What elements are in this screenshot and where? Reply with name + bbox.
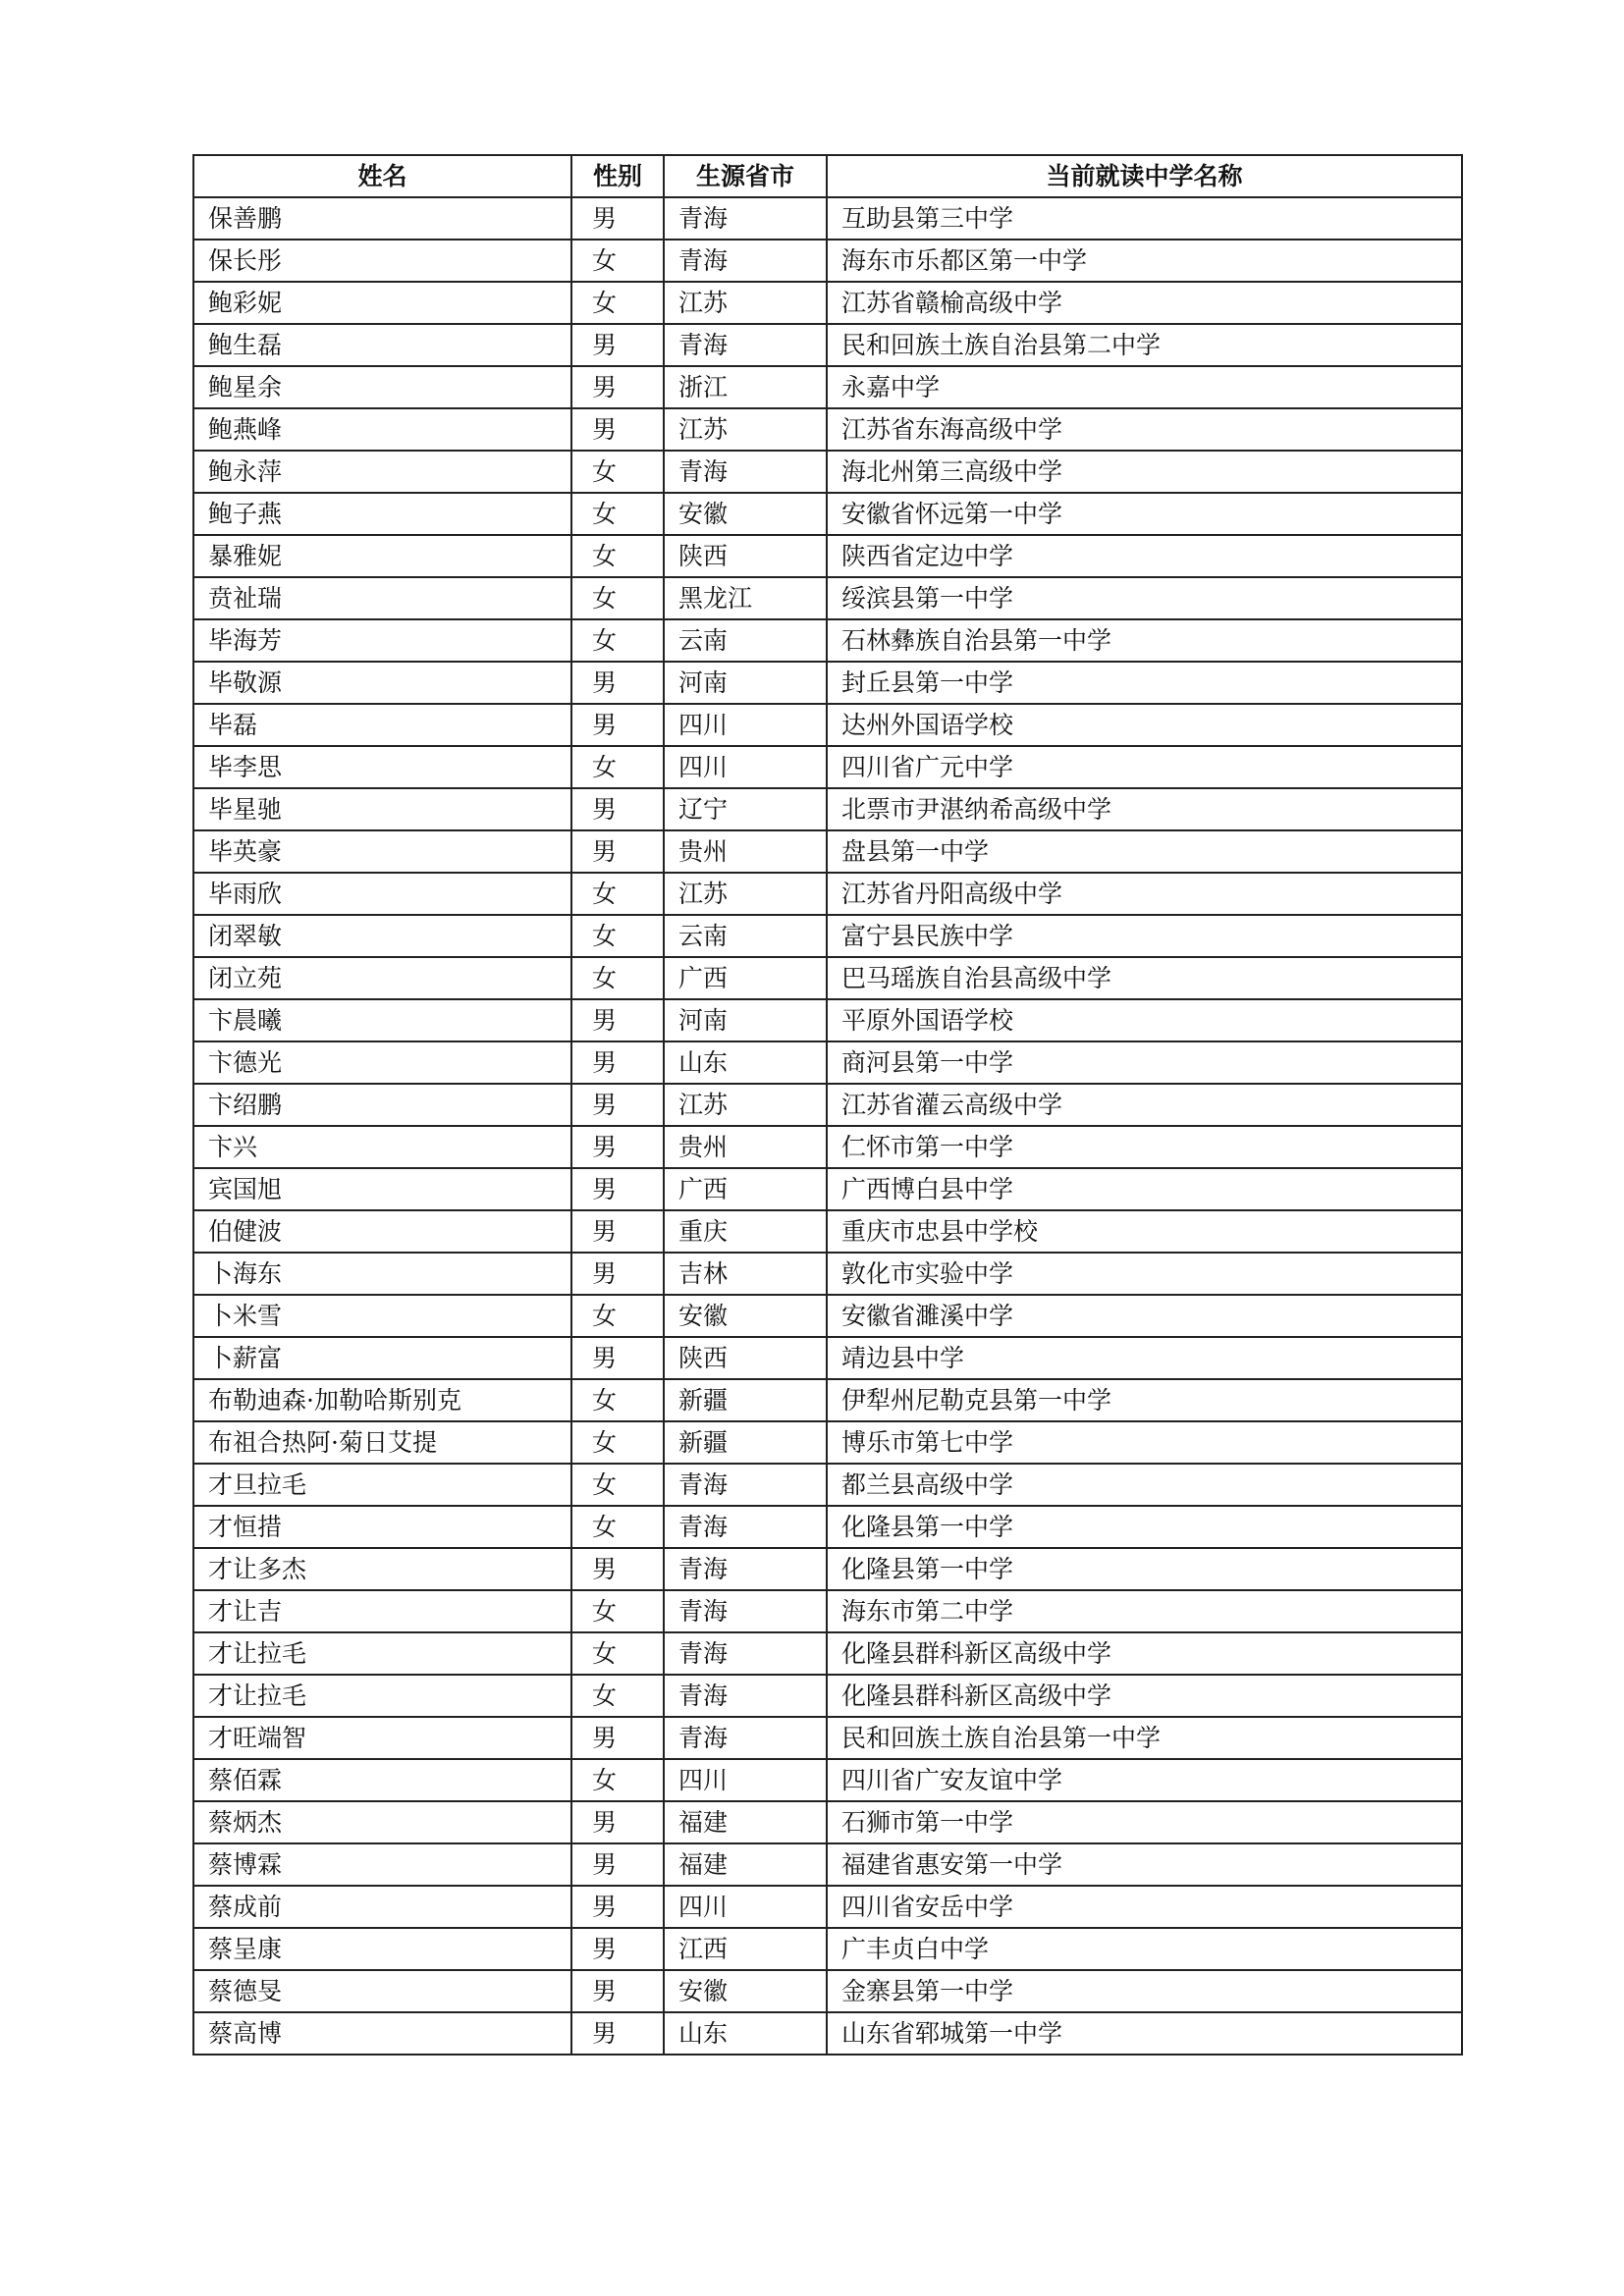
cell-name: 才旦拉毛 [193, 1464, 571, 1506]
cell-school: 靖边县中学 [827, 1337, 1462, 1379]
table-body [193, 197, 1462, 2055]
cell-name: 毕雨欣 [193, 873, 571, 915]
cell-school: 海东市第二中学 [827, 1590, 1462, 1632]
cell-province: 河南 [664, 999, 827, 1041]
cell-school: 四川省广元中学 [827, 746, 1462, 788]
cell-province: 黑龙江 [664, 577, 827, 619]
cell-name: 蔡炳杰 [193, 1801, 571, 1843]
table-row [193, 1379, 1462, 1421]
table-row [193, 830, 1462, 873]
cell-province: 青海 [664, 197, 827, 240]
table-row [193, 282, 1462, 324]
table-row [193, 1168, 1462, 1210]
cell-name: 伯健波 [193, 1210, 571, 1253]
cell-province: 青海 [664, 1548, 827, 1590]
cell-gender: 男 [571, 1843, 664, 1886]
cell-gender: 女 [571, 1421, 664, 1464]
cell-province: 青海 [664, 324, 827, 366]
cell-name: 闭翠敏 [193, 915, 571, 957]
cell-province: 浙江 [664, 366, 827, 408]
cell-name: 卜米雪 [193, 1295, 571, 1337]
cell-province: 陕西 [664, 1337, 827, 1379]
table-row [193, 1717, 1462, 1759]
cell-name: 蔡高博 [193, 2012, 571, 2055]
cell-province: 贵州 [664, 830, 827, 873]
cell-name: 保善鹏 [193, 197, 571, 240]
cell-school: 北票市尹湛纳希高级中学 [827, 788, 1462, 830]
table-row [193, 1421, 1462, 1464]
cell-gender: 男 [571, 197, 664, 240]
cell-province: 河南 [664, 662, 827, 704]
cell-school: 重庆市忠县中学校 [827, 1210, 1462, 1253]
cell-gender: 男 [571, 2012, 664, 2055]
cell-school: 平原外国语学校 [827, 999, 1462, 1041]
cell-province: 云南 [664, 619, 827, 662]
cell-name: 卜海东 [193, 1253, 571, 1295]
table-row [193, 957, 1462, 999]
table-row [193, 408, 1462, 451]
header-school: 当前就读中学名称 [827, 155, 1462, 197]
cell-gender: 男 [571, 1041, 664, 1084]
table-row [193, 1675, 1462, 1717]
cell-school: 石林彝族自治县第一中学 [827, 619, 1462, 662]
cell-school: 江苏省赣榆高级中学 [827, 282, 1462, 324]
cell-name: 蔡佰霖 [193, 1759, 571, 1801]
cell-name: 才让多杰 [193, 1548, 571, 1590]
cell-province: 四川 [664, 1886, 827, 1928]
table-row [193, 451, 1462, 493]
cell-gender: 女 [571, 1379, 664, 1421]
cell-name: 鲍彩妮 [193, 282, 571, 324]
cell-province: 安徽 [664, 493, 827, 535]
table-row [193, 1759, 1462, 1801]
table-row [193, 240, 1462, 282]
cell-name: 毕磊 [193, 704, 571, 746]
cell-province: 新疆 [664, 1379, 827, 1421]
cell-school: 江苏省东海高级中学 [827, 408, 1462, 451]
cell-school: 永嘉中学 [827, 366, 1462, 408]
student-roster-table [192, 154, 1463, 2056]
header-gender: 性别 [571, 155, 664, 197]
cell-name: 毕海芳 [193, 619, 571, 662]
table-row [193, 324, 1462, 366]
cell-name: 鲍星余 [193, 366, 571, 408]
cell-province: 福建 [664, 1801, 827, 1843]
cell-province: 江苏 [664, 1084, 827, 1126]
cell-gender: 女 [571, 493, 664, 535]
cell-gender: 女 [571, 746, 664, 788]
cell-gender: 男 [571, 324, 664, 366]
cell-name: 毕敬源 [193, 662, 571, 704]
cell-school: 山东省郓城第一中学 [827, 2012, 1462, 2055]
cell-province: 江苏 [664, 408, 827, 451]
cell-name: 毕星驰 [193, 788, 571, 830]
cell-name: 蔡博霖 [193, 1843, 571, 1886]
cell-school: 博乐市第七中学 [827, 1421, 1462, 1464]
cell-gender: 男 [571, 788, 664, 830]
table-row [193, 1928, 1462, 1970]
cell-school: 安徽省濉溪中学 [827, 1295, 1462, 1337]
cell-school: 达州外国语学校 [827, 704, 1462, 746]
cell-school: 金寨县第一中学 [827, 1970, 1462, 2012]
cell-school: 福建省惠安第一中学 [827, 1843, 1462, 1886]
cell-gender: 女 [571, 282, 664, 324]
cell-province: 福建 [664, 1843, 827, 1886]
cell-school: 广丰贞白中学 [827, 1928, 1462, 1970]
table-row [193, 1506, 1462, 1548]
cell-school: 海东市乐都区第一中学 [827, 240, 1462, 282]
cell-gender: 女 [571, 1632, 664, 1675]
cell-province: 山东 [664, 1041, 827, 1084]
cell-province: 辽宁 [664, 788, 827, 830]
cell-school: 仁怀市第一中学 [827, 1126, 1462, 1168]
cell-gender: 女 [571, 915, 664, 957]
cell-school: 四川省广安友谊中学 [827, 1759, 1462, 1801]
cell-province: 青海 [664, 1717, 827, 1759]
table-row [193, 1970, 1462, 2012]
cell-gender: 女 [571, 1590, 664, 1632]
table-row [193, 1041, 1462, 1084]
cell-school: 伊犁州尼勒克县第一中学 [827, 1379, 1462, 1421]
cell-province: 江西 [664, 1928, 827, 1970]
cell-gender: 男 [571, 1084, 664, 1126]
cell-school: 四川省安岳中学 [827, 1886, 1462, 1928]
cell-name: 贲祉瑞 [193, 577, 571, 619]
cell-name: 才旺端智 [193, 1717, 571, 1759]
table-row [193, 1464, 1462, 1506]
table-row [193, 1337, 1462, 1379]
cell-school: 敦化市实验中学 [827, 1253, 1462, 1295]
cell-province: 青海 [664, 240, 827, 282]
cell-gender: 男 [571, 1253, 664, 1295]
table-row [193, 1126, 1462, 1168]
cell-name: 鲍永萍 [193, 451, 571, 493]
cell-name: 毕英豪 [193, 830, 571, 873]
table-row [193, 746, 1462, 788]
cell-name: 卞绍鹏 [193, 1084, 571, 1126]
table-row [193, 197, 1462, 240]
table-row [193, 577, 1462, 619]
cell-school: 盘县第一中学 [827, 830, 1462, 873]
cell-school: 海北州第三高级中学 [827, 451, 1462, 493]
cell-province: 青海 [664, 1675, 827, 1717]
cell-gender: 女 [571, 1506, 664, 1548]
cell-gender: 女 [571, 873, 664, 915]
cell-gender: 女 [571, 957, 664, 999]
cell-province: 安徽 [664, 1970, 827, 2012]
cell-name: 才让拉毛 [193, 1675, 571, 1717]
cell-gender: 女 [571, 1295, 664, 1337]
cell-province: 安徽 [664, 1295, 827, 1337]
cell-gender: 男 [571, 1168, 664, 1210]
cell-school: 商河县第一中学 [827, 1041, 1462, 1084]
cell-school: 富宁县民族中学 [827, 915, 1462, 957]
cell-name: 才让拉毛 [193, 1632, 571, 1675]
cell-gender: 男 [571, 1886, 664, 1928]
cell-gender: 男 [571, 1126, 664, 1168]
cell-gender: 男 [571, 1210, 664, 1253]
table-row [193, 493, 1462, 535]
cell-province: 青海 [664, 451, 827, 493]
cell-gender: 男 [571, 999, 664, 1041]
table-row [193, 1253, 1462, 1295]
cell-school: 化隆县群科新区高级中学 [827, 1675, 1462, 1717]
table-row [193, 662, 1462, 704]
table-row [193, 366, 1462, 408]
header-name: 姓名 [193, 155, 571, 197]
cell-school: 石狮市第一中学 [827, 1801, 1462, 1843]
cell-name: 鲍燕峰 [193, 408, 571, 451]
cell-school: 广西博白县中学 [827, 1168, 1462, 1210]
cell-name: 卞德光 [193, 1041, 571, 1084]
cell-province: 云南 [664, 915, 827, 957]
cell-name: 布祖合热阿·菊日艾提 [193, 1421, 571, 1464]
cell-province: 山东 [664, 2012, 827, 2055]
cell-school: 化隆县群科新区高级中学 [827, 1632, 1462, 1675]
cell-province: 四川 [664, 746, 827, 788]
cell-province: 青海 [664, 1632, 827, 1675]
cell-school: 化隆县第一中学 [827, 1548, 1462, 1590]
cell-gender: 男 [571, 1970, 664, 2012]
cell-province: 青海 [664, 1506, 827, 1548]
table-header [193, 155, 1462, 197]
cell-gender: 女 [571, 240, 664, 282]
cell-gender: 男 [571, 830, 664, 873]
cell-school: 绥滨县第一中学 [827, 577, 1462, 619]
cell-province: 吉林 [664, 1253, 827, 1295]
cell-gender: 男 [571, 1801, 664, 1843]
cell-gender: 女 [571, 1675, 664, 1717]
cell-province: 青海 [664, 1590, 827, 1632]
cell-gender: 男 [571, 1337, 664, 1379]
cell-province: 江苏 [664, 282, 827, 324]
cell-school: 陕西省定边中学 [827, 535, 1462, 577]
table-row [193, 1590, 1462, 1632]
header-province: 生源省市 [664, 155, 827, 197]
cell-name: 卜薪富 [193, 1337, 571, 1379]
table-row [193, 1210, 1462, 1253]
cell-province: 四川 [664, 704, 827, 746]
cell-school: 江苏省灌云高级中学 [827, 1084, 1462, 1126]
cell-gender: 男 [571, 1928, 664, 1970]
cell-province: 贵州 [664, 1126, 827, 1168]
table-row [193, 535, 1462, 577]
cell-name: 才让吉 [193, 1590, 571, 1632]
cell-gender: 女 [571, 1464, 664, 1506]
cell-school: 民和回族土族自治县第一中学 [827, 1717, 1462, 1759]
cell-name: 宾国旭 [193, 1168, 571, 1210]
table-row [193, 619, 1462, 662]
table-row [193, 788, 1462, 830]
cell-gender: 女 [571, 577, 664, 619]
cell-province: 广西 [664, 957, 827, 999]
cell-school: 巴马瑶族自治县高级中学 [827, 957, 1462, 999]
cell-school: 都兰县高级中学 [827, 1464, 1462, 1506]
table-row [193, 1548, 1462, 1590]
cell-province: 四川 [664, 1759, 827, 1801]
cell-gender: 女 [571, 619, 664, 662]
cell-name: 鲍生磊 [193, 324, 571, 366]
cell-province: 江苏 [664, 873, 827, 915]
cell-name: 保长彤 [193, 240, 571, 282]
cell-name: 暴雅妮 [193, 535, 571, 577]
table-row [193, 873, 1462, 915]
cell-name: 毕李思 [193, 746, 571, 788]
table-row [193, 1886, 1462, 1928]
table-row [193, 1843, 1462, 1886]
cell-name: 蔡德旻 [193, 1970, 571, 2012]
table-row [193, 1801, 1462, 1843]
cell-province: 陕西 [664, 535, 827, 577]
table-row [193, 1295, 1462, 1337]
cell-gender: 女 [571, 535, 664, 577]
cell-gender: 男 [571, 662, 664, 704]
table-row [193, 704, 1462, 746]
cell-name: 布勒迪森·加勒哈斯别克 [193, 1379, 571, 1421]
cell-name: 闭立苑 [193, 957, 571, 999]
cell-gender: 男 [571, 1717, 664, 1759]
cell-school: 封丘县第一中学 [827, 662, 1462, 704]
cell-school: 民和回族土族自治县第二中学 [827, 324, 1462, 366]
cell-gender: 男 [571, 366, 664, 408]
cell-province: 新疆 [664, 1421, 827, 1464]
cell-name: 蔡呈康 [193, 1928, 571, 1970]
cell-province: 广西 [664, 1168, 827, 1210]
cell-province: 青海 [664, 1464, 827, 1506]
cell-province: 重庆 [664, 1210, 827, 1253]
table-row [193, 999, 1462, 1041]
table-row [193, 1632, 1462, 1675]
header-row [193, 155, 1462, 197]
cell-gender: 女 [571, 1759, 664, 1801]
cell-school: 江苏省丹阳高级中学 [827, 873, 1462, 915]
cell-gender: 男 [571, 1548, 664, 1590]
cell-gender: 男 [571, 704, 664, 746]
table-row [193, 1084, 1462, 1126]
table-row [193, 915, 1462, 957]
cell-school: 安徽省怀远第一中学 [827, 493, 1462, 535]
cell-name: 卞兴 [193, 1126, 571, 1168]
cell-name: 蔡成前 [193, 1886, 571, 1928]
cell-gender: 女 [571, 451, 664, 493]
cell-name: 才恒措 [193, 1506, 571, 1548]
cell-gender: 男 [571, 408, 664, 451]
cell-school: 互助县第三中学 [827, 197, 1462, 240]
table-row [193, 2012, 1462, 2055]
cell-school: 化隆县第一中学 [827, 1506, 1462, 1548]
cell-name: 鲍子燕 [193, 493, 571, 535]
cell-name: 卞晨曦 [193, 999, 571, 1041]
